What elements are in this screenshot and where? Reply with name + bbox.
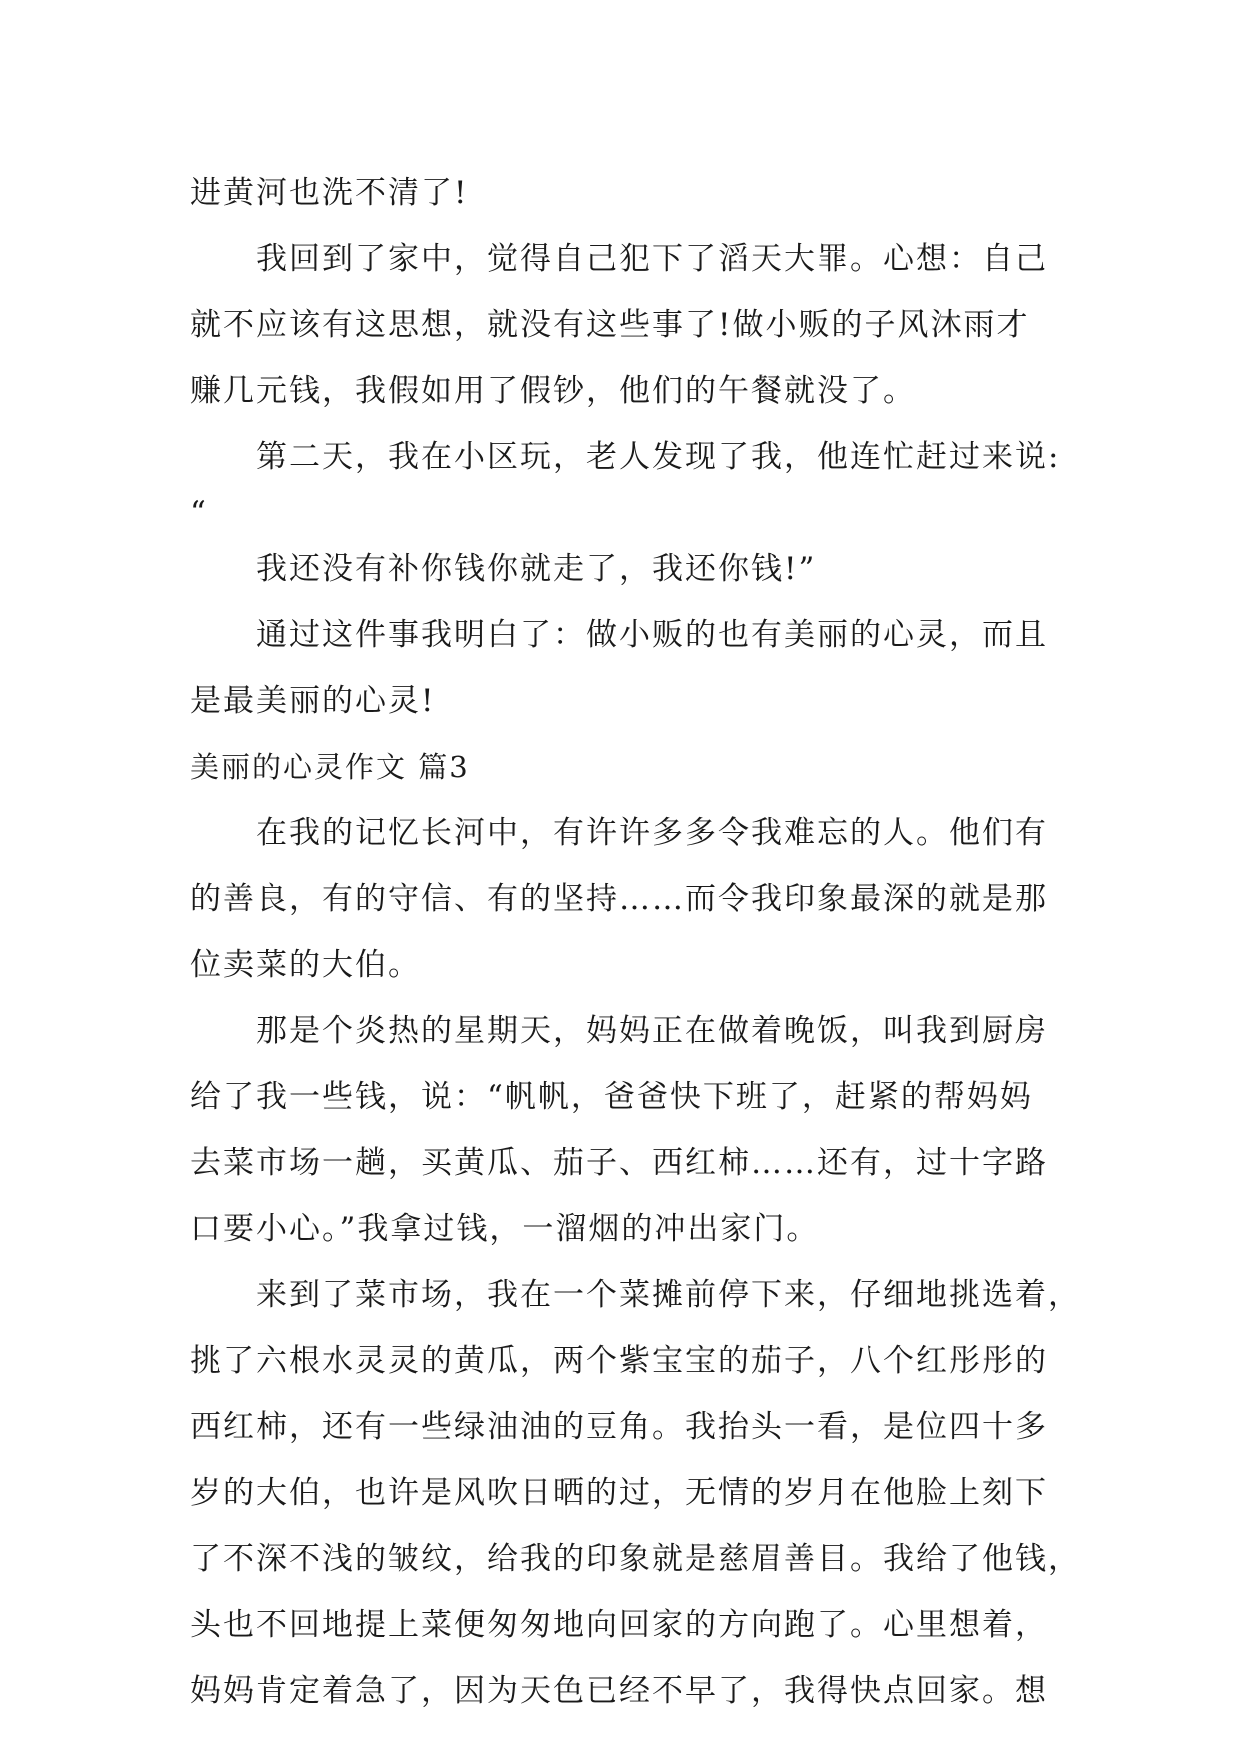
paragraph-start-line: 通过这件事我明白了：做小贩的也有美丽的心灵，而且	[256, 617, 1048, 653]
text-line: 口要小心。”我拿过钱，一溜烟的冲出家门。	[190, 1211, 820, 1247]
paragraph-start-line: 我回到了家中，觉得自己犯下了滔天大罪。心想：自己	[256, 241, 1048, 277]
text-line: 了不深不浅的皱纹，给我的印象就是慈眉善目。我给了他钱，	[190, 1541, 1081, 1577]
paragraph-start-line: 第二天，我在小区玩，老人发现了我，他连忙赶过来说:	[256, 439, 1061, 475]
text-line: 西红柿，还有一些绿油油的豆角。我抬头一看，是位四十多	[190, 1409, 1048, 1445]
document-body	[190, 160, 1081, 1724]
text-line: 赚几元钱，我假如用了假钞，他们的午餐就没了。	[190, 373, 916, 409]
text-line: 进黄河也洗不清了!	[190, 175, 469, 211]
text-line: 就不应该有这思想，就没有这些事了!做小贩的子风沐雨才	[190, 307, 1030, 343]
text-line: 的善良，有的守信、有的坚持……而令我印象最深的就是那	[190, 881, 1048, 917]
paragraph-start-line: 我还没有补你钱你就走了，我还你钱!”	[256, 551, 817, 587]
text-line: 去菜市场一趟，买黄瓜、茄子、西红柿……还有，过十字路	[190, 1145, 1048, 1181]
section-heading: 美丽的心灵作文 篇3	[190, 750, 470, 784]
quote-mark-line: “	[190, 495, 206, 531]
text-line: 妈妈肯定着急了，因为天色已经不早了，我得快点回家。想	[190, 1673, 1048, 1709]
text-line: 给了我一些钱，说：“帆帆，爸爸快下班了，赶紧的帮妈妈	[190, 1079, 1033, 1115]
text-line: 位卖菜的大伯。	[190, 947, 421, 983]
paragraph-start-line: 那是个炎热的星期天，妈妈正在做着晚饭，叫我到厨房	[256, 1013, 1048, 1049]
paragraph-start-line: 来到了菜市场，我在一个菜摊前停下来，仔细地挑选着，	[256, 1277, 1081, 1313]
text-line: 头也不回地提上菜便匆匆地向回家的方向跑了。心里想着，	[190, 1607, 1048, 1643]
text-line: 岁的大伯，也许是风吹日晒的过，无情的岁月在他脸上刻下	[190, 1475, 1048, 1511]
text-line: 是最美丽的心灵!	[190, 683, 436, 719]
text-line: 挑了六根水灵灵的黄瓜，两个紫宝宝的茄子，八个红彤彤的	[190, 1343, 1048, 1379]
paragraph-start-line: 在我的记忆长河中，有许许多多令我难忘的人。他们有	[256, 815, 1048, 851]
